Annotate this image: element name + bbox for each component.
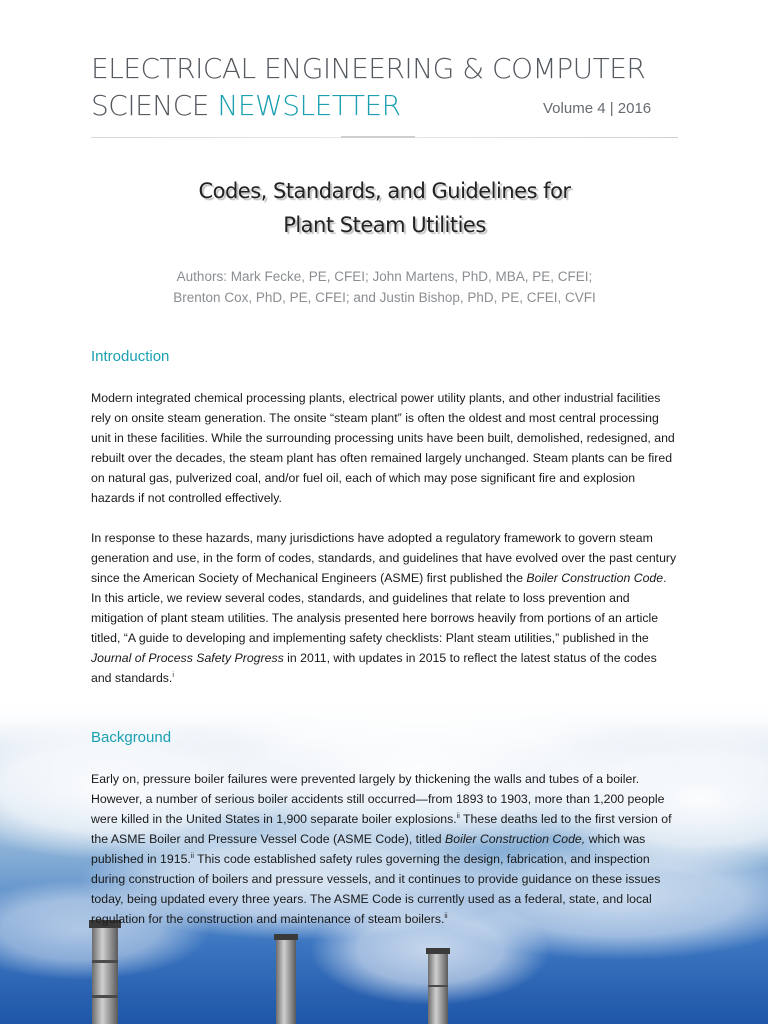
intro-paragraph-1-text: Modern integrated chemical processing plants, electrical power utility plants, and other industrial facilities rely on onsite steam generation. The onsite “steam plant” is often the oldest and most central processing unit in these facilities. While the surrounding processing units have been built, demolished, redesigned, and rebuilt over the decades, the steam plant has often remained largely unchanged. Steam plants can be fired on natural gas, pulverized coal, and/or fuel oil, each of which may pose significant fire and explosion hazards if not controlled effectively.	[91, 391, 675, 505]
header-divider-accent	[341, 136, 415, 138]
intro-p2-text-a: In response to these hazards, many jurisdictions have adopted a regulatory framework to govern steam generation and use, in the form of codes, standards, and guidelines that have evolved over the past century since the American Society of Mechanical Engineers (ASME) first published the	[91, 531, 677, 585]
section-heading-introduction: Introduction	[91, 348, 170, 365]
background-paragraph	[91, 769, 678, 929]
intro-paragraph-2	[91, 528, 678, 688]
bg-text-b: These deaths led to the first version of the ASME Boiler and Pressure Vessel Code (ASME Code), titled	[91, 812, 672, 846]
bg-text-a: Early on, pressure boiler failures were prevented largely by thickening the walls and tubes of a boiler. However, a number of serious boiler accidents still occurred—from 1893 to 1903, more than 1,200 people were killed in the United States in 1,900 separate boiler explosions.	[91, 772, 665, 826]
article-title-line2: Plant Steam Utilities	[283, 213, 486, 237]
footnote-ref[interactable]: ii	[456, 812, 460, 820]
article-title-line1: Codes, Standards, and Guidelines for	[198, 179, 571, 203]
bg-text-e: This code established safety rules governing the design, fabrication, and inspection during construction of boilers and pressure vessels, and it continues to provide guidance on these issues today, being updated every three years. The ASME Code is currently used as a federal, state, and local regulation for the construction and maintenance of steam boilers.	[91, 852, 661, 926]
footnote-ref[interactable]: ii	[444, 912, 448, 920]
masthead-newsletter: NEWSLETTER	[217, 89, 401, 122]
intro-p2-text-e: in 2011, with updates in 2015 to reflect the latest status of the codes and standards.	[91, 651, 657, 685]
article-authors	[91, 266, 678, 308]
article-title	[91, 174, 678, 242]
section-heading-background: Background	[91, 729, 172, 746]
intro-p2-journal: Journal of Process Safety Progress	[91, 651, 284, 665]
masthead-line1: ELECTRICAL ENGINEERING & COMPUTER	[91, 52, 646, 85]
bg-boiler-code: Boiler Construction Code,	[445, 832, 586, 846]
volume-label: Volume 4 | 2016	[543, 100, 652, 117]
masthead-science: SCIENCE	[91, 89, 218, 122]
intro-p2-text-c: . In this article, we review several codes, standards, and guidelines that relate to loss prevention and mitigation of plant steam utilities. The analysis presented here borrows heavily from portions of an article titled, “A guide to developing and implementing safety checklists: Plant steam utilities,” published in the	[91, 571, 667, 645]
authors-line1: Authors: Mark Fecke, PE, CFEI; John Martens, PhD, MBA, PE, CFEI;	[176, 269, 593, 284]
intro-paragraph-1	[91, 388, 678, 508]
bg-text-d: which was published in 1915.	[91, 832, 646, 866]
footnote-ref[interactable]: i	[172, 671, 174, 679]
footnote-ref[interactable]: ii	[190, 852, 194, 860]
intro-p2-boiler-code: Boiler Construction Code	[526, 571, 664, 585]
authors-line2: Brenton Cox, PhD, PE, CFEI; and Justin Bishop, PhD, PE, CFEI, CVFI	[173, 290, 596, 305]
